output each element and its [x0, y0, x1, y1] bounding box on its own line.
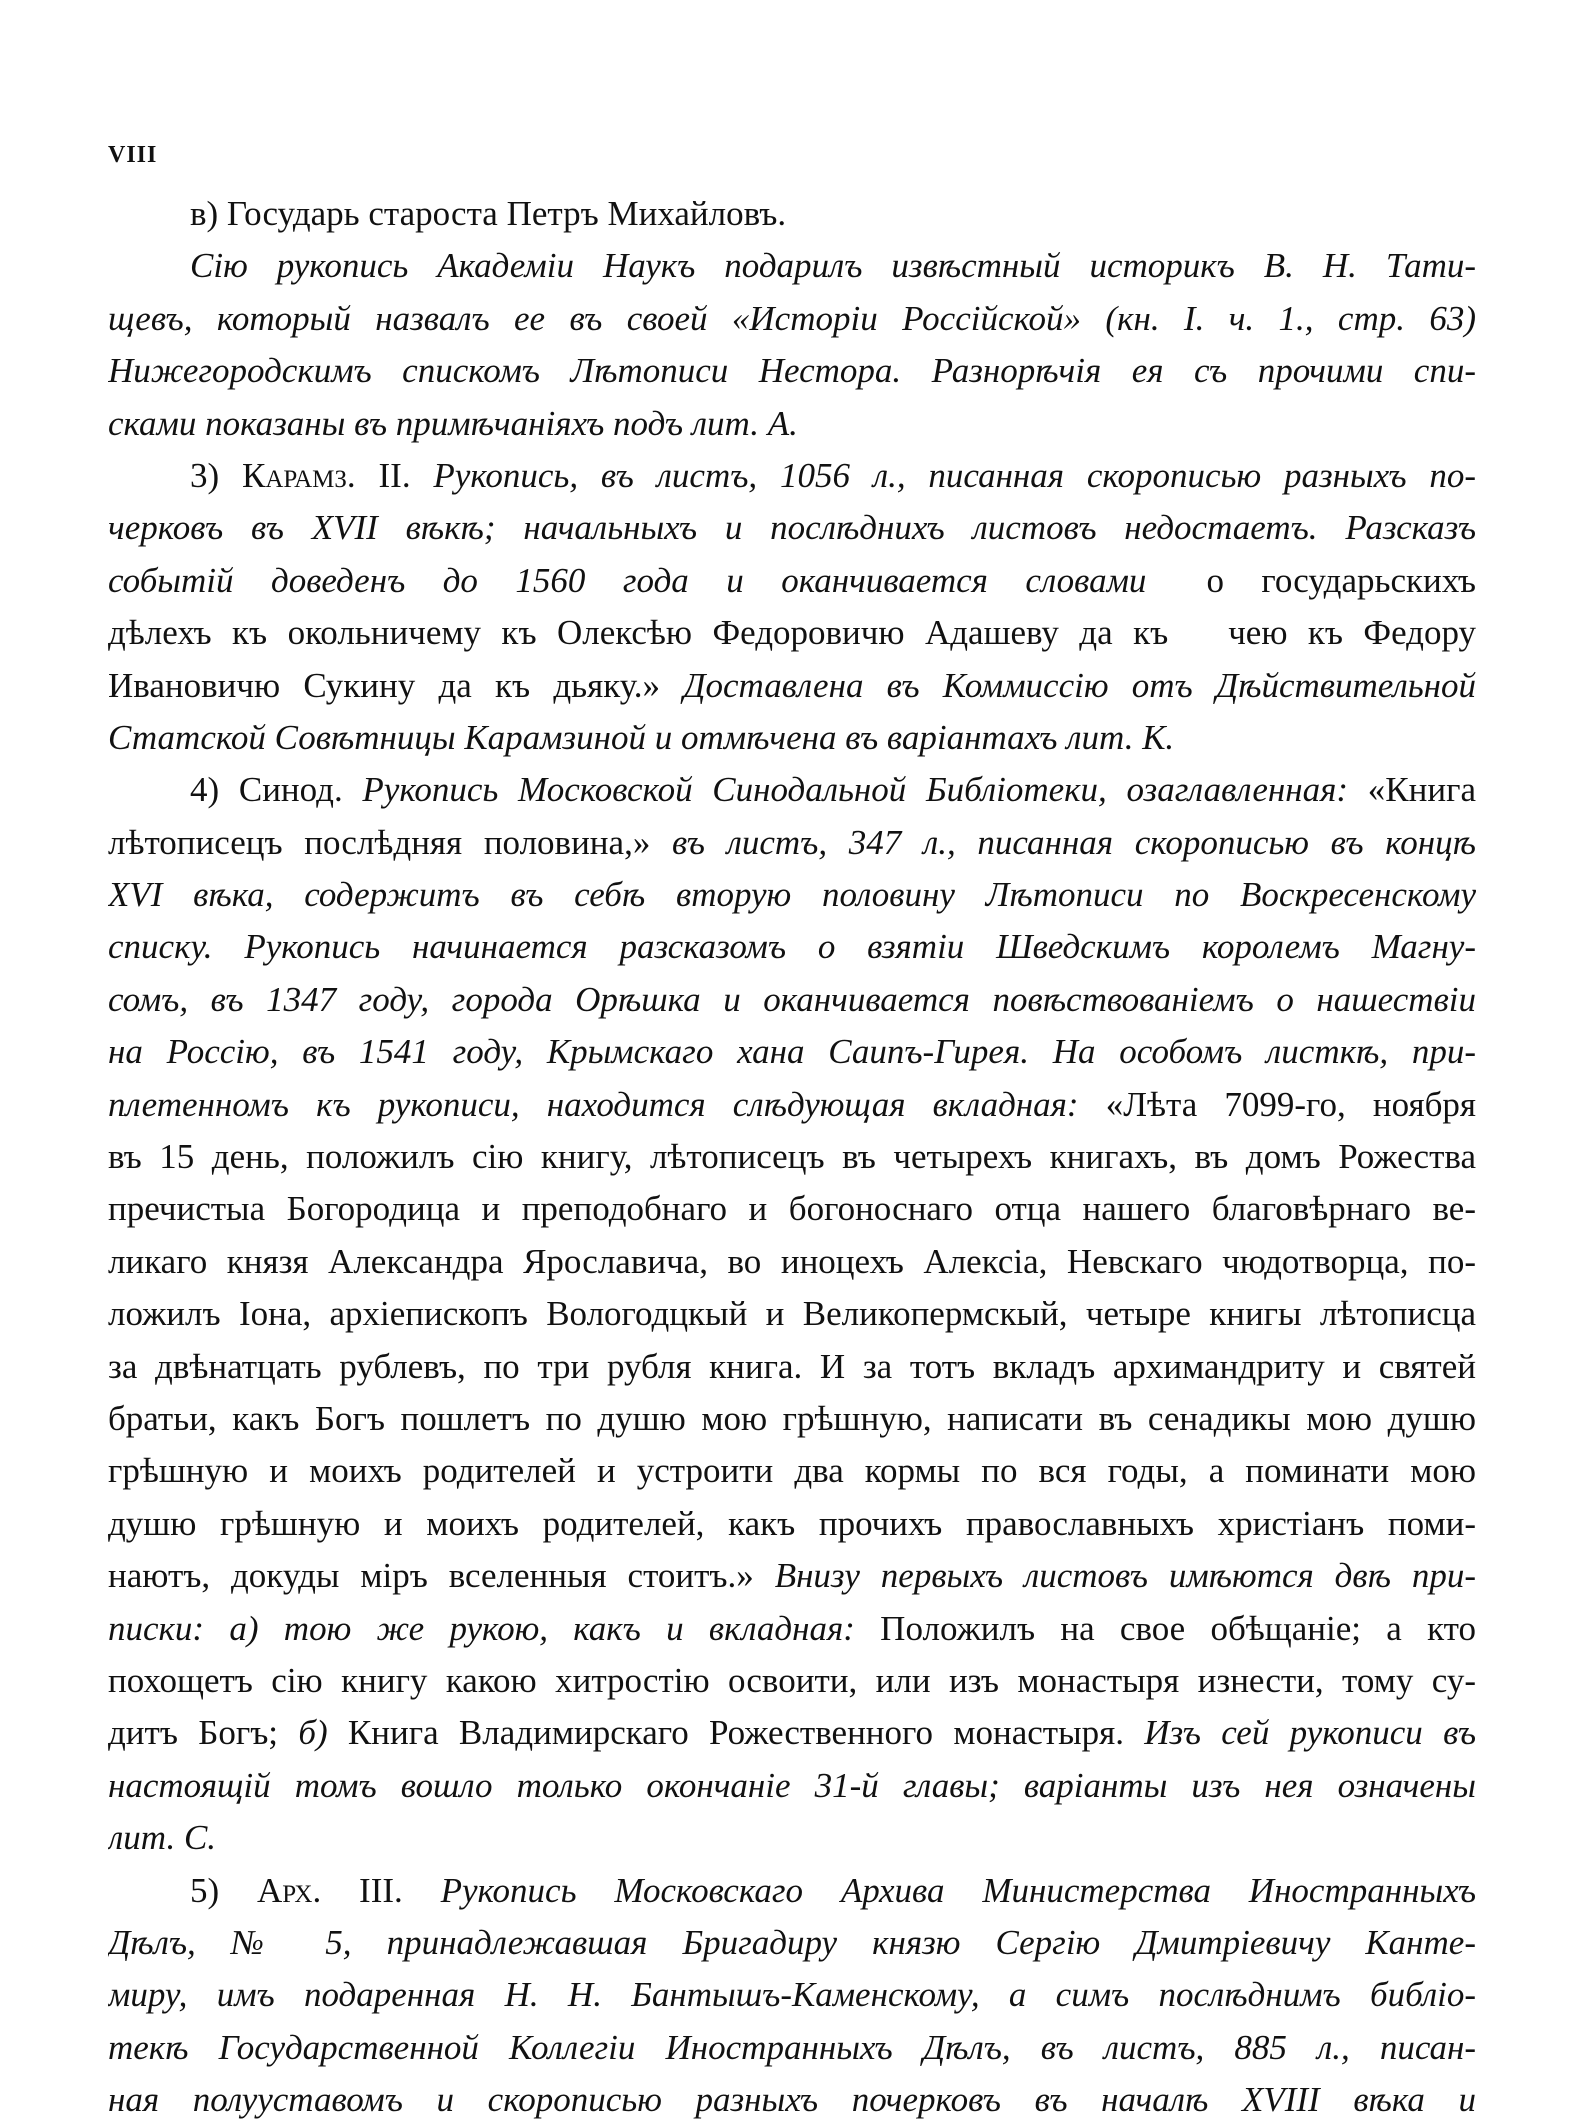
text-line: текѣ Государственной Коллегіи Иностранныхъ Дѣлъ, въ листъ, 885 л., писан- [108, 2027, 1476, 2067]
text-line: миру, имъ подаренная Н. Н. Бантышъ-Каменскому, а симъ послѣднимъ библіо- [108, 1975, 1476, 2015]
text-line: ликаго князя Александра Ярославича, во иноцехъ Алексіа, Невскаго чюдотворца, по- [108, 1241, 1476, 1281]
text-line: пречистыа Богородица и преподобнаго и богоноснаго отца нашего благовѣрнаго ве- [108, 1189, 1476, 1229]
text-line: плетенномъ къ рукописи, находится слѣдующая вкладная: «Лѣта 7099-го, ноября [108, 1084, 1476, 1124]
text-line: XVI вѣка, содержитъ въ себѣ вторую половину Лѣтописи по Воскресенскому [108, 875, 1476, 915]
text-line: похощетъ сію книгу какою хитростію освоити, или изъ монастыря изнести, тому су- [108, 1660, 1476, 1700]
text-line: братьи, какъ Богъ пошлетъ по душю мою грѣшную, написати въ сенадикы мою душю [108, 1398, 1476, 1438]
text-line: сомъ, въ 1347 году, города Орѣшка и оканчивается повѣствованіемъ о нашествіи [108, 979, 1476, 1019]
text-line: черковъ въ XVII вѣкѣ; начальныхъ и послѣднихъ листовъ недостаетъ. Разсказъ [108, 508, 1476, 548]
text-line: 3) Карамз. II. Рукопись, въ листъ, 1056 л., писанная скорописью разныхъ по- [190, 455, 1476, 495]
text-line: 4) Синод. Рукопись Московской Синодальной Библіотеки, озаглавленная: «Книга [190, 770, 1476, 810]
text-line: ная полууставомъ и скорописью разныхъ почерковъ въ началѣ XVIII вѣка и [108, 2080, 1476, 2120]
text-line: списку. Рукопись начинается разсказомъ о взятіи Шведскимъ королемъ Магну- [108, 927, 1476, 967]
text-line: дѣлехъ къ окольничему къ Олексѣю Федоровичю Адашеву да къ чею къ Федору [108, 613, 1476, 653]
text-line: ложилъ Іона, архіепископъ Вологодцкый и Великопермскый, четыре книгы лѣтописца [108, 1294, 1476, 1334]
text-line: настоящій томъ вошло только окончаніе 31-й главы; варіанты изъ нея означены [108, 1765, 1476, 1805]
page-text [108, 188, 1476, 2126]
text-line: в) Государь староста Петръ Михайловъ. [190, 194, 787, 233]
text-line: лит. С. [108, 1818, 217, 1858]
text-line: Сію рукопись Академіи Наукъ подарилъ извѣстный историкъ В. Н. Тати- [190, 246, 1476, 286]
text-line: 5) Арх. III. Рукопись Московскаго Архива Министерства Иностранныхъ [190, 1870, 1476, 1910]
text-line: въ 15 день, положилъ сію книгу, лѣтописецъ въ четырехъ книгахъ, въ домъ Рожества [108, 1137, 1476, 1177]
text-line: грѣшную и моихъ родителей и устроити два кормы по вся годы, а поминати мою [108, 1451, 1476, 1491]
text-line: Нижегородскимъ спискомъ Лѣтописи Нестора. Разнорѣчія ея съ прочими спи- [108, 351, 1476, 391]
text-line: дитъ Богъ; б) Книга Владимирскаго Рожественного монастыря. Изъ сей рукописи въ [108, 1713, 1476, 1753]
text-line: Статской Совѣтницы Карамзиной и отмѣчена въ варіантахъ лит. К. [108, 717, 1175, 757]
text-line: щевъ, который назвалъ ее въ своей «Исторіи Россійской» (кн. I. ч. 1., стр. 63) [108, 298, 1476, 338]
text-line: наютъ, докуды міръ вселенныя стоитъ.» Внизу первыхъ листовъ имѣются двѣ при- [108, 1556, 1476, 1596]
text-line: писки: а) тою же рукою, какъ и вкладная: Положилъ на свое обѣщаніе; а кто [108, 1608, 1476, 1648]
text-line: лѣтописецъ послѣдняя половина,» въ листъ, 347 л., писанная скорописью въ концѣ [108, 822, 1476, 862]
page-number: VIII [108, 142, 158, 168]
text-line: сками показаны въ примѣчаніяхъ подъ лит. А. [108, 403, 798, 443]
text-line: Дѣлъ, № 5, принадлежавшая Бригадиру князю Сергію Дмитріевичу Канте- [108, 1922, 1476, 1962]
text-line: событій доведенъ до 1560 года и оканчивается словами о государьскихъ [108, 560, 1476, 600]
text-line: за двѣнатцать рублевъ, по три рубля книга. И за тотъ вкладъ архимандриту и святей [108, 1346, 1476, 1386]
text-line: душю грѣшную и моихъ родителей, какъ прочихъ православныхъ христіанъ поми- [108, 1503, 1476, 1543]
text-line: Ивановичю Сукину да къ дьяку.» Доставлена въ Коммиссію отъ Дѣйствительной [108, 665, 1476, 705]
text-line: на Россію, въ 1541 году, Крымскаго хана Саипъ-Гирея. На особомъ листкѣ, при- [108, 1032, 1476, 1072]
